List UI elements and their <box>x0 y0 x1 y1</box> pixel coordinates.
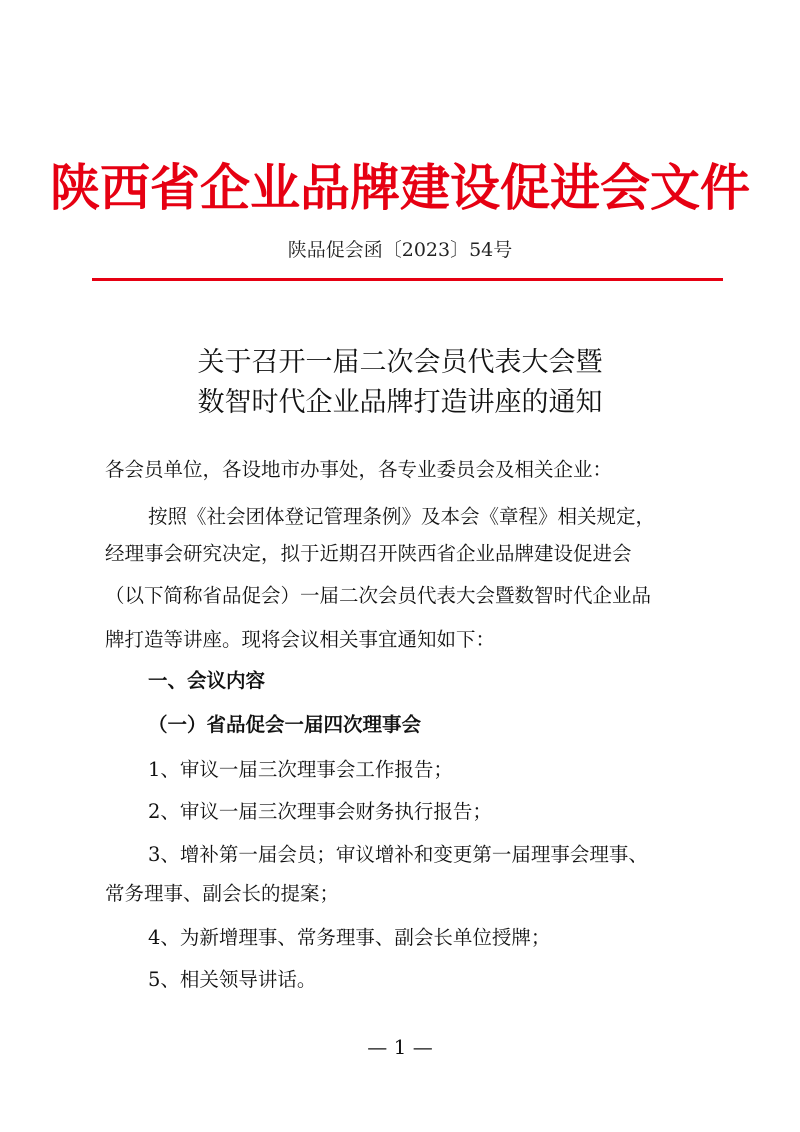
paragraph-1-line-3: （以下简称省品促会）一届二次会员代表大会暨数智时代企业品 <box>105 584 652 607</box>
document-number: 陕品促会函〔2023〕54号 <box>287 239 513 261</box>
list-item-1: 1、审议一届三次理事会工作报告； <box>148 758 453 781</box>
document-header-title: 陕西省企业品牌建设促进会文件 <box>50 158 750 217</box>
section-1-heading: 一、会议内容 <box>148 669 266 692</box>
list-item-4: 4、为新增理事、常务理事、副会长单位授牌； <box>148 926 551 949</box>
list-item-5: 5、相关领导讲话。 <box>148 968 317 991</box>
notice-title-line-1: 关于召开一届二次会员代表大会暨 <box>197 347 603 378</box>
paragraph-1-line-2: 经理事会研究决定，拟于近期召开陕西省企业品牌建设促进会 <box>105 542 632 565</box>
red-header-rule <box>92 278 723 281</box>
list-item-3-line-2: 常务理事、副会长的提案； <box>105 882 340 905</box>
paragraph-1-line-1: 按照《社会团体登记管理条例》及本会《章程》相关规定， <box>148 505 656 528</box>
salutation: 各会员单位，各设地市办事处，各专业委员会及相关企业： <box>105 458 613 481</box>
subsection-1-heading: （一）省品促会一届四次理事会 <box>148 713 422 736</box>
list-item-2: 2、审议一届三次理事会财务执行报告； <box>148 800 492 823</box>
list-item-3-line-1: 3、增补第一届会员；审议增补和变更第一届理事会理事、 <box>148 843 648 866</box>
page-number: — 1 — <box>367 1035 433 1059</box>
paragraph-1-line-4: 牌打造等讲座。现将会议相关事宜通知如下： <box>105 628 496 651</box>
notice-title-line-2: 数智时代企业品牌打造讲座的通知 <box>197 387 603 418</box>
